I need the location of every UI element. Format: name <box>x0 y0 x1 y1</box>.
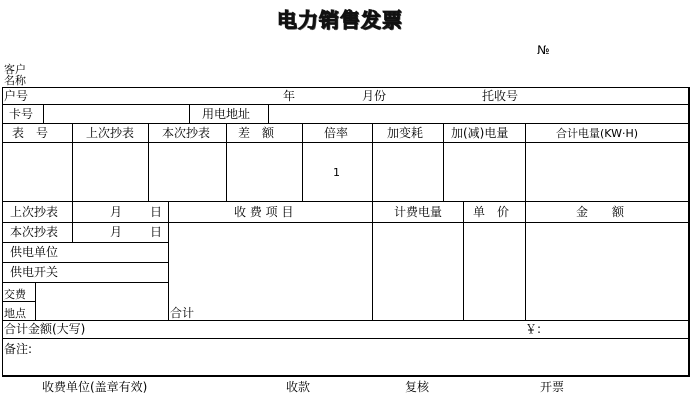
billing-amount-header: 金 额 <box>576 205 625 219</box>
rule-table-bottom <box>2 320 689 321</box>
rule-meter-col2 <box>148 123 149 201</box>
rule-remark-bottom <box>2 375 690 377</box>
billing-prev-day-label: 日 <box>150 205 163 219</box>
billing-curr-month-label: 月 <box>110 225 123 239</box>
rule-switch-bottom <box>2 282 169 283</box>
rule-curr-reading-bottom <box>2 242 169 243</box>
rule-total-bottom <box>2 338 689 339</box>
rule-card-sep <box>43 104 44 123</box>
meter-header-transformer-loss: 加变耗 <box>387 126 424 140</box>
rule-bill-label-col <box>72 201 73 242</box>
invoice-number-label: № <box>537 43 550 57</box>
meter-header-total-kwh: 合计电量(KW·H) <box>556 127 639 140</box>
rule-bill-item-col <box>372 201 373 320</box>
total-yen-label: ￥: <box>525 322 542 336</box>
billing-curr-reading-label: 本次抄表 <box>10 225 59 239</box>
rule-meter-col4 <box>302 123 303 201</box>
rule-meter-col1 <box>72 123 73 201</box>
rule-right <box>688 87 690 376</box>
meter-header-difference: 差 额 <box>238 126 275 140</box>
footer-cashier: 收款 <box>286 380 311 394</box>
rule-meter-header-top <box>2 123 689 124</box>
subtotal-label: 合计 <box>170 306 195 320</box>
invoice-title: 电力销售发票 <box>277 8 403 32</box>
footer-payee-unit: 收费单位(盖章有效) <box>42 380 148 394</box>
rule-left <box>2 87 3 376</box>
rule-meter-header-bottom <box>2 142 689 143</box>
billing-kwh-header: 计费电量 <box>394 205 443 219</box>
rule-billing-header-bottom <box>2 222 689 223</box>
rule-bill-price-col <box>525 201 526 320</box>
meter-multiplier-value: 1 <box>333 166 340 179</box>
rule-meter-col3 <box>226 123 227 201</box>
remark-label: 备注: <box>4 342 33 356</box>
rule-address-right <box>268 104 269 123</box>
rule-meter-col7 <box>525 123 526 201</box>
rule-header-top <box>2 87 689 88</box>
footer-issuer: 开票 <box>540 380 565 394</box>
billing-item-header: 收 费 项 目 <box>234 205 294 219</box>
rule-address-left <box>189 104 190 123</box>
rule-bill-kwh-col <box>463 201 464 320</box>
billing-prev-month-label: 月 <box>110 205 123 219</box>
meter-header-prev-reading: 上次抄表 <box>86 126 135 140</box>
meter-header-meter-no: 表 号 <box>12 126 49 140</box>
billing-curr-day-label: 日 <box>150 225 163 239</box>
meter-header-curr-reading: 本次抄表 <box>162 126 211 140</box>
rule-header-mid <box>2 104 689 105</box>
payment-place-label: 交费地点 <box>4 288 26 320</box>
rule-supplier-bottom <box>2 262 169 263</box>
rule-bill-left-block <box>168 201 169 320</box>
collection-number-label: 托收号 <box>482 89 519 103</box>
rule-payment-place-col <box>35 282 36 320</box>
billing-unit-price-header: 单 价 <box>473 205 510 219</box>
meter-header-multiplier: 倍率 <box>324 126 349 140</box>
address-label: 用电地址 <box>202 107 251 121</box>
rule-meter-row-bottom <box>2 201 689 202</box>
account-label: 户号 <box>4 89 29 103</box>
billing-prev-reading-label: 上次抄表 <box>10 205 59 219</box>
total-uppercase-label: 合计金额(大写) <box>4 322 86 336</box>
meter-header-adjustment: 加(减)电量 <box>451 126 509 140</box>
rule-meter-col6 <box>443 123 444 201</box>
year-label: 年 <box>283 89 296 103</box>
footer-reviewer: 复核 <box>405 380 430 394</box>
customer-name-label: 客户名称 <box>4 63 26 87</box>
card-number-label: 卡号 <box>9 107 34 121</box>
supplier-unit-label: 供电单位 <box>10 245 59 259</box>
rule-meter-col5 <box>372 123 373 201</box>
month-label: 月份 <box>362 89 387 103</box>
supply-switch-label: 供电开关 <box>10 265 59 279</box>
